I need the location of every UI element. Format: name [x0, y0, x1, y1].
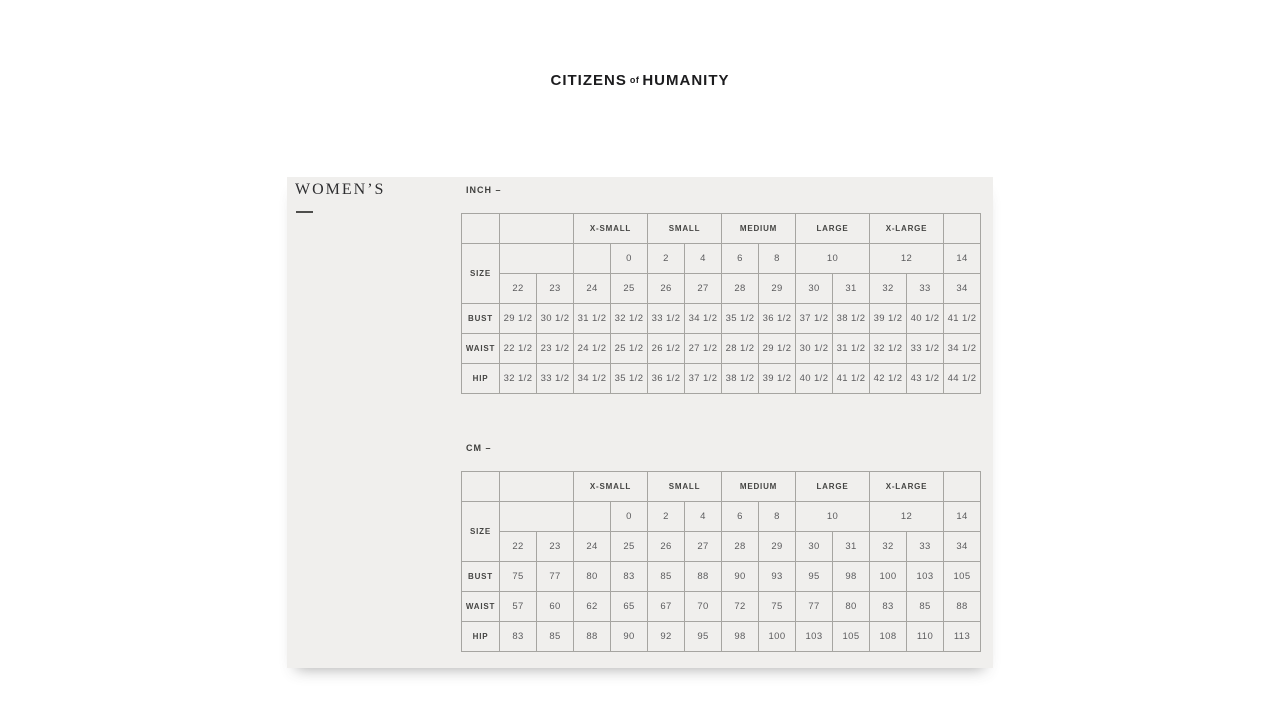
table-corner-cell — [462, 214, 500, 244]
measure-value-cell: 88 — [574, 622, 611, 652]
measure-value-cell: 65 — [611, 592, 648, 622]
numeric-size-cell: 31 — [833, 532, 870, 562]
measure-value-cell: 41 1/2 — [944, 304, 981, 334]
numeric-size-cell: 25 — [611, 532, 648, 562]
measure-label-cell: BUST — [462, 562, 500, 592]
us-size-empty-cell — [574, 244, 611, 274]
us-size-cell: 8 — [759, 244, 796, 274]
size-group-spacer-cell — [944, 214, 981, 244]
us-size-cell: 12 — [870, 502, 944, 532]
measure-value-cell: 29 1/2 — [500, 304, 537, 334]
measure-value-cell: 32 1/2 — [870, 334, 907, 364]
us-size-cell: 12 — [870, 244, 944, 274]
measure-value-cell: 77 — [796, 592, 833, 622]
measure-label-cell: WAIST — [462, 334, 500, 364]
measure-value-cell: 33 1/2 — [648, 304, 685, 334]
numeric-size-cell: 31 — [833, 274, 870, 304]
measure-value-cell: 23 1/2 — [537, 334, 574, 364]
measure-value-cell: 26 1/2 — [648, 334, 685, 364]
measure-value-cell: 38 1/2 — [833, 304, 870, 334]
table-corner-cell — [462, 472, 500, 502]
measure-value-cell: 103 — [796, 622, 833, 652]
measure-value-cell: 85 — [648, 562, 685, 592]
measure-value-cell: 37 1/2 — [796, 304, 833, 334]
cm-unit-label: CM – — [466, 443, 492, 453]
numeric-size-cell: 34 — [944, 532, 981, 562]
section-title-womens: WOMEN’S — [295, 181, 386, 198]
us-size-cell: 4 — [685, 502, 722, 532]
numeric-size-cell: 29 — [759, 274, 796, 304]
brand-logo-of: of — [629, 75, 640, 85]
measure-value-cell: 105 — [833, 622, 870, 652]
measure-value-cell: 70 — [685, 592, 722, 622]
us-size-empty-cell — [574, 502, 611, 532]
measure-value-cell: 31 1/2 — [574, 304, 611, 334]
measure-label-cell: HIP — [462, 622, 500, 652]
size-group-cell: X-LARGE — [870, 472, 944, 502]
numeric-size-cell: 29 — [759, 532, 796, 562]
numeric-size-cell: 27 — [685, 532, 722, 562]
measure-value-cell: 39 1/2 — [759, 364, 796, 394]
measure-value-cell: 110 — [907, 622, 944, 652]
us-size-empty-cell — [500, 244, 574, 274]
us-size-empty-cell — [500, 502, 574, 532]
brand-logo-bar — [0, 72, 1280, 90]
measure-value-cell: 32 1/2 — [611, 304, 648, 334]
measure-label-cell: BUST — [462, 304, 500, 334]
size-tables-area — [461, 177, 981, 668]
us-size-cell: 2 — [648, 502, 685, 532]
us-size-cell: 2 — [648, 244, 685, 274]
measure-value-cell: 34 1/2 — [685, 304, 722, 334]
measure-value-cell: 88 — [685, 562, 722, 592]
numeric-size-cell: 28 — [722, 532, 759, 562]
us-size-cell: 0 — [611, 244, 648, 274]
numeric-size-cell: 30 — [796, 274, 833, 304]
measure-value-cell: 42 1/2 — [870, 364, 907, 394]
numeric-size-cell: 25 — [611, 274, 648, 304]
size-label-cell: SIZE — [462, 244, 500, 304]
numeric-size-cell: 33 — [907, 274, 944, 304]
measure-value-cell: 35 1/2 — [611, 364, 648, 394]
measure-value-cell: 85 — [537, 622, 574, 652]
measure-value-cell: 113 — [944, 622, 981, 652]
us-size-cell: 14 — [944, 502, 981, 532]
numeric-size-cell: 28 — [722, 274, 759, 304]
size-group-cell: X-LARGE — [870, 214, 944, 244]
measure-value-cell: 83 — [500, 622, 537, 652]
measure-label-cell: WAIST — [462, 592, 500, 622]
size-group-spacer-cell — [944, 472, 981, 502]
measure-value-cell: 33 1/2 — [537, 364, 574, 394]
measure-value-cell: 85 — [907, 592, 944, 622]
measure-value-cell: 62 — [574, 592, 611, 622]
measure-value-cell: 36 1/2 — [759, 304, 796, 334]
us-size-cell: 4 — [685, 244, 722, 274]
measure-value-cell: 108 — [870, 622, 907, 652]
measure-value-cell: 39 1/2 — [870, 304, 907, 334]
us-size-cell: 10 — [796, 502, 870, 532]
measure-value-cell: 25 1/2 — [611, 334, 648, 364]
inch-size-table — [461, 213, 981, 394]
us-size-cell: 8 — [759, 502, 796, 532]
measure-value-cell: 77 — [537, 562, 574, 592]
numeric-size-cell: 22 — [500, 532, 537, 562]
measure-value-cell: 30 1/2 — [537, 304, 574, 334]
size-group-cell: X-SMALL — [574, 214, 648, 244]
measure-value-cell: 40 1/2 — [796, 364, 833, 394]
measure-value-cell: 31 1/2 — [833, 334, 870, 364]
measure-value-cell: 34 1/2 — [944, 334, 981, 364]
measure-value-cell: 93 — [759, 562, 796, 592]
brand-logo-humanity: HUMANITY — [642, 72, 730, 89]
measure-value-cell: 29 1/2 — [759, 334, 796, 364]
measure-value-cell: 80 — [833, 592, 870, 622]
measure-value-cell: 105 — [944, 562, 981, 592]
measure-value-cell: 83 — [870, 592, 907, 622]
measure-value-cell: 90 — [722, 562, 759, 592]
measure-value-cell: 33 1/2 — [907, 334, 944, 364]
measure-value-cell: 41 1/2 — [833, 364, 870, 394]
numeric-size-cell: 32 — [870, 274, 907, 304]
size-group-cell: SMALL — [648, 472, 722, 502]
measure-value-cell: 37 1/2 — [685, 364, 722, 394]
us-size-cell: 10 — [796, 244, 870, 274]
measure-value-cell: 72 — [722, 592, 759, 622]
size-group-cell: LARGE — [796, 472, 870, 502]
measure-value-cell: 83 — [611, 562, 648, 592]
measure-value-cell: 75 — [759, 592, 796, 622]
measure-value-cell: 100 — [759, 622, 796, 652]
measure-value-cell: 88 — [944, 592, 981, 622]
section-title-underline — [296, 211, 313, 213]
size-group-cell: MEDIUM — [722, 214, 796, 244]
size-group-spacer-cell — [500, 214, 574, 244]
us-size-cell: 0 — [611, 502, 648, 532]
measure-value-cell: 60 — [537, 592, 574, 622]
brand-logo-citizens: CITIZENS — [550, 72, 627, 89]
measure-value-cell: 32 1/2 — [500, 364, 537, 394]
measure-value-cell: 98 — [722, 622, 759, 652]
measure-value-cell: 36 1/2 — [648, 364, 685, 394]
size-guide-panel — [287, 177, 993, 668]
measure-value-cell: 95 — [685, 622, 722, 652]
numeric-size-cell: 26 — [648, 274, 685, 304]
inch-unit-label: INCH – — [466, 185, 502, 195]
size-group-cell: SMALL — [648, 214, 722, 244]
measure-value-cell: 24 1/2 — [574, 334, 611, 364]
us-size-cell: 14 — [944, 244, 981, 274]
measure-value-cell: 103 — [907, 562, 944, 592]
measure-value-cell: 67 — [648, 592, 685, 622]
numeric-size-cell: 33 — [907, 532, 944, 562]
measure-value-cell: 57 — [500, 592, 537, 622]
numeric-size-cell: 23 — [537, 532, 574, 562]
measure-value-cell: 90 — [611, 622, 648, 652]
numeric-size-cell: 22 — [500, 274, 537, 304]
cm-size-table — [461, 471, 981, 652]
us-size-cell: 6 — [722, 502, 759, 532]
measure-value-cell: 44 1/2 — [944, 364, 981, 394]
size-group-cell: X-SMALL — [574, 472, 648, 502]
measure-value-cell: 34 1/2 — [574, 364, 611, 394]
numeric-size-cell: 23 — [537, 274, 574, 304]
measure-value-cell: 27 1/2 — [685, 334, 722, 364]
measure-value-cell: 92 — [648, 622, 685, 652]
measure-value-cell: 35 1/2 — [722, 304, 759, 334]
measure-value-cell: 30 1/2 — [796, 334, 833, 364]
numeric-size-cell: 26 — [648, 532, 685, 562]
us-size-cell: 6 — [722, 244, 759, 274]
measure-value-cell: 80 — [574, 562, 611, 592]
measure-value-cell: 28 1/2 — [722, 334, 759, 364]
size-group-cell: MEDIUM — [722, 472, 796, 502]
numeric-size-cell: 30 — [796, 532, 833, 562]
numeric-size-cell: 24 — [574, 274, 611, 304]
measure-value-cell: 38 1/2 — [722, 364, 759, 394]
measure-value-cell: 75 — [500, 562, 537, 592]
measure-value-cell: 100 — [870, 562, 907, 592]
measure-value-cell: 22 1/2 — [500, 334, 537, 364]
measure-value-cell: 40 1/2 — [907, 304, 944, 334]
size-group-spacer-cell — [500, 472, 574, 502]
numeric-size-cell: 24 — [574, 532, 611, 562]
measure-value-cell: 95 — [796, 562, 833, 592]
size-label-cell: SIZE — [462, 502, 500, 562]
measure-label-cell: HIP — [462, 364, 500, 394]
size-group-cell: LARGE — [796, 214, 870, 244]
numeric-size-cell: 32 — [870, 532, 907, 562]
numeric-size-cell: 34 — [944, 274, 981, 304]
measure-value-cell: 43 1/2 — [907, 364, 944, 394]
measure-value-cell: 98 — [833, 562, 870, 592]
numeric-size-cell: 27 — [685, 274, 722, 304]
brand-logo — [550, 72, 729, 89]
